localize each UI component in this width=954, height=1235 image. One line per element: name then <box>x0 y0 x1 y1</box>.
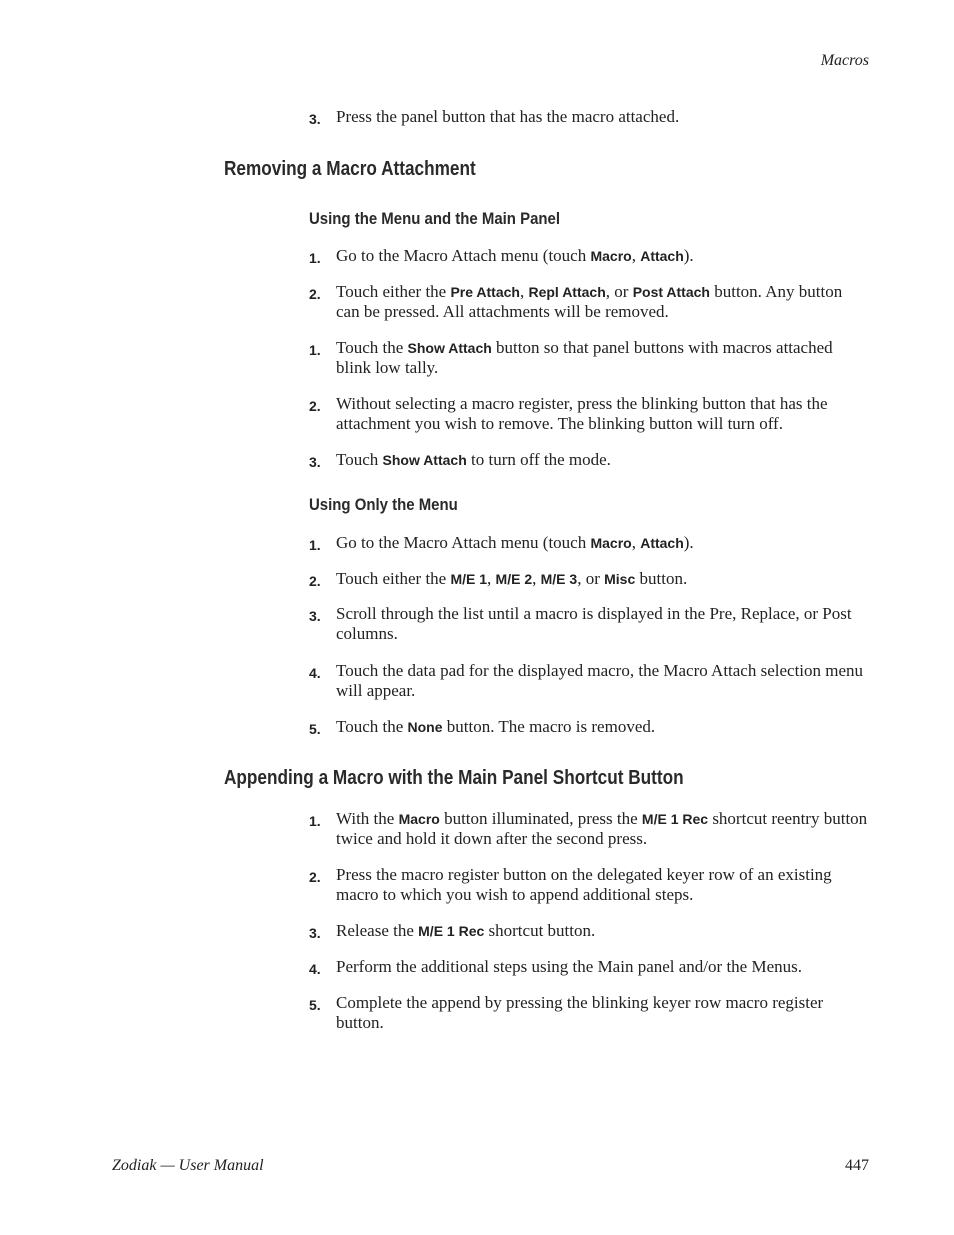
step-number: 1. <box>309 537 321 553</box>
section-title-removing: Removing a Macro Attachment <box>224 158 476 180</box>
step-item <box>309 865 869 905</box>
ui-label: Pre Attach <box>450 284 520 300</box>
step-item <box>309 809 869 849</box>
footer-page-number: 447 <box>845 1157 869 1174</box>
ui-label: Macro <box>590 535 632 551</box>
step-text: Touch either the Pre Attach, Repl Attach, or Post Attach button. Any button can be pressed. All attachments will be removed. <box>336 282 843 321</box>
step-text: Press the panel button that has the macro attached. <box>336 107 680 126</box>
step-number: 5. <box>309 721 321 737</box>
step-number: 3. <box>309 925 321 941</box>
step-number: 5. <box>309 997 321 1013</box>
step-item <box>309 661 869 701</box>
step-item <box>309 338 869 378</box>
step-item <box>309 533 869 553</box>
intro-step <box>309 107 869 127</box>
ui-label: Macro <box>590 248 632 264</box>
step-text: Perform the additional steps using the Main panel and/or the Menus. <box>336 957 802 976</box>
step-item <box>309 604 869 644</box>
ui-label: Show Attach <box>382 452 467 468</box>
ui-label: M/E 3 <box>540 571 578 587</box>
step-item <box>309 394 869 434</box>
step-item <box>309 450 869 470</box>
ui-label: Post Attach <box>632 284 710 300</box>
ui-label: None <box>407 719 443 735</box>
step-number: 3. <box>309 454 321 470</box>
step-item <box>309 957 869 977</box>
ui-label: M/E 1 Rec <box>641 811 709 827</box>
running-header: Macros <box>820 52 869 69</box>
step-item <box>309 246 869 266</box>
step-item <box>309 717 869 737</box>
section-title-appending: Appending a Macro with the Main Panel Shortcut Button <box>224 767 684 789</box>
step-number: 1. <box>309 342 321 358</box>
ui-label: Show Attach <box>407 340 492 356</box>
step-number: 1. <box>309 250 321 266</box>
step-number: 2. <box>309 869 321 885</box>
subsection-title-menu-and-panel: Using the Menu and the Main Panel <box>309 209 561 228</box>
subsection-title-menu-only: Using Only the Menu <box>309 495 458 514</box>
step-item <box>309 921 869 941</box>
step-text: With the Macro button illuminated, press the M/E 1 Rec shortcut reentry button twice and hold it down after the second press. <box>336 809 868 848</box>
step-number: 4. <box>309 665 321 681</box>
step-text: Release the M/E 1 Rec shortcut button. <box>336 921 596 940</box>
step-text: Touch Show Attach to turn off the mode. <box>336 450 611 469</box>
ui-label: Macro <box>398 811 440 827</box>
step-number: 1. <box>309 813 321 829</box>
ui-label: Misc <box>604 571 636 587</box>
step-number: 2. <box>309 398 321 414</box>
ui-label: M/E 1 Rec <box>418 923 485 939</box>
step-item <box>309 282 869 322</box>
ui-label: M/E 2 <box>495 571 533 587</box>
step-text: Press the macro register button on the delegated keyer row of an existing macro to which you wish to append additional steps. <box>336 865 832 904</box>
step-text: Touch the Show Attach button so that panel buttons with macros attached blink low tally. <box>336 338 833 377</box>
step-text: Go to the Macro Attach menu (touch Macro, Attach). <box>336 246 694 265</box>
step-text: Touch the None button. The macro is removed. <box>336 717 656 736</box>
step-number: 3. <box>309 608 321 624</box>
step-number: 2. <box>309 573 321 589</box>
step-number: 3. <box>309 111 321 127</box>
step-text: Scroll through the list until a macro is displayed in the Pre, Replace, or Post columns. <box>336 604 852 643</box>
step-item <box>309 993 869 1033</box>
step-text: Touch the data pad for the displayed macro, the Macro Attach selection menu will appear. <box>336 661 864 700</box>
step-text: Without selecting a macro register, press the blinking button that has the attachment you wish to remove. The blinking button will turn off. <box>336 394 828 433</box>
ui-label: Attach <box>640 535 684 551</box>
ui-label: Attach <box>640 248 684 264</box>
step-item <box>309 569 869 589</box>
step-number: 4. <box>309 961 321 977</box>
step-text: Touch either the M/E 1, M/E 2, M/E 3, or Misc button. <box>336 569 688 588</box>
ui-label: M/E 1 <box>450 571 488 587</box>
step-number: 2. <box>309 286 321 302</box>
ui-label: Repl Attach <box>528 284 606 300</box>
step-text: Complete the append by pressing the blinking keyer row macro register button. <box>336 993 824 1032</box>
footer-manual-title: Zodiak — User Manual <box>112 1157 264 1174</box>
step-text: Go to the Macro Attach menu (touch Macro, Attach). <box>336 533 694 552</box>
